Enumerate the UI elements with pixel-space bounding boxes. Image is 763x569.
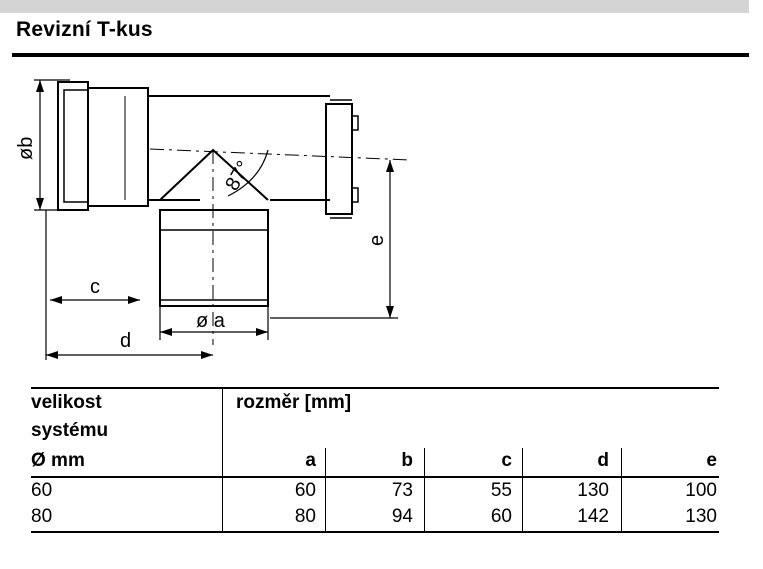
col-separator	[222, 389, 223, 531]
header-size-line2: systému	[31, 420, 109, 441]
cell-value: 130	[685, 506, 717, 527]
dim-a-label: ø a	[196, 310, 225, 332]
col-header-d: d	[597, 450, 609, 471]
header-size-line3: Ø mm	[31, 450, 85, 471]
col-separator	[325, 448, 326, 531]
dim-e-label: e	[366, 234, 388, 246]
table-top-rule	[31, 387, 719, 389]
main-pipe	[88, 88, 330, 96]
col-separator	[522, 448, 523, 531]
col-separator	[424, 448, 425, 531]
cell-value: 142	[577, 506, 609, 527]
header-band	[0, 0, 749, 13]
cell-value: 73	[391, 480, 413, 501]
cell-value: 80	[294, 506, 316, 527]
cell-value: 55	[490, 480, 512, 501]
page-title: Revizní T-kus	[16, 18, 153, 41]
row-size: 60	[31, 480, 53, 501]
title-rule	[12, 53, 749, 57]
header-size-line1: velikost	[31, 392, 102, 413]
tee-drawing	[0, 60, 420, 370]
col-header-a: a	[305, 450, 316, 471]
end-cap	[326, 104, 352, 214]
header-dimensions: rozměr [mm]	[236, 392, 352, 413]
angle-label: 87°	[221, 157, 256, 195]
dim-c-label: c	[90, 276, 100, 298]
cell-value: 94	[391, 506, 413, 527]
cell-value: 60	[294, 480, 316, 501]
cell-value: 60	[490, 506, 512, 527]
dim-b-label: øb	[15, 136, 37, 160]
row-size: 80	[31, 506, 53, 527]
branch-pipe	[160, 210, 268, 306]
dim-d-label: d	[120, 330, 132, 352]
col-header-e: e	[706, 450, 717, 471]
cell-value: 100	[685, 480, 717, 501]
col-separator	[621, 448, 622, 531]
left-socket	[58, 82, 88, 210]
col-header-b: b	[401, 450, 413, 471]
col-header-c: c	[501, 450, 512, 471]
table-header-rule	[31, 476, 719, 478]
table-bottom-rule	[31, 531, 719, 533]
branch-cone	[160, 150, 268, 200]
cell-value: 130	[577, 480, 609, 501]
